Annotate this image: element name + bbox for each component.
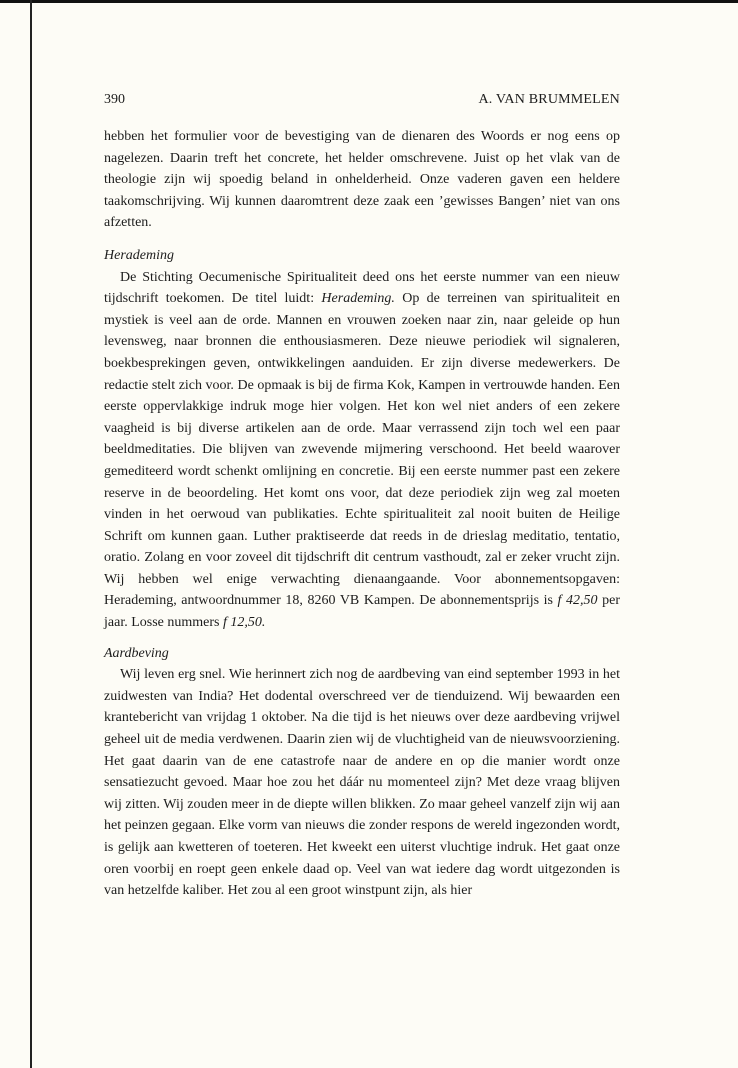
herademing-body-text: Op de terreinen van spiritualiteit en mystiek is veel aan de orde. Mannen en vrouwen zoeken naar zin, naar geleide op hun levensweg, naar bronnen die enthousiasmeren. Deze nieuwe periodiek wil signaleren, boekbesprekingen geven, ontwikkelingen aanduiden. Er zijn diverse medewerkers. De redactie stelt zich voor. De opmaak is bij de firma Kok, Kampen in vertrouwde handen. Een eerste oppervlakkige indruk moge hier volgen. Het kon wel niet anders of een zekere vaagheid is bij diverse artikelen aan de orde. Maar verrassend zijn toch wel een paar beeldmeditaties. Die blijven van zwevende mijmering verschoond. Het beeld waarover gemediteerd wordt schenkt omlijning en concretie. Bij een eerste nummer past een zekere reserve in de beoordeling. Het komt ons voor, dat deze periodiek zijn weg zal moeten vinden in het oerwoud van publikaties. Echte spiritualiteit zal nooit buiten de Heilige Schrift om kunnen gaan. Luther praktiseerde dat reeds in de drieslag meditatio, tentatio, oratio. Zolang en voor zoveel dit tijdschrift dit centrum vasthoudt, zal er zeker vrucht zijn. Wij hebben wel enige verwachting dienaangaande. Voor abonnementsopgaven: Herademing, antwoordnummer 18, 8260 VB Kampen. De abonnementsprijs is [104, 291, 621, 609]
journal-title: Herademing. [321, 291, 395, 307]
intro-paragraph: hebben het formulier voor de bevestiging van de dienaren des Woords er nog eens op nagelezen. Daarin treft het concrete, het helder omschrevene. Juist op het vlak van de theologie zijn wij spoedig beland in onhelderheid. Onze vaderen gaven een heldere taakomschrijving. Wij kunnen daaromtrent deze zaak een ’gewisses Bangen’ niet van ons afzetten. [104, 129, 620, 231]
scan-top-edge [0, 0, 738, 3]
section-heading-aardbeving: Aardbeving [104, 645, 169, 661]
section-heading-herademing: Herademing [104, 247, 174, 263]
herademing-intro-text: De Stichting Oecumenische Spiritualiteit deed ons het eerste nummer van een nieuw tijdschrift toekomen. De titel luidt: [104, 269, 620, 307]
running-header [104, 90, 620, 110]
page-number: 390 [104, 92, 125, 107]
running-author: A. VAN BRUMMELEN [478, 92, 620, 107]
scan-binding-edge [30, 0, 32, 1068]
aardbeving-paragraph: Wij leven erg snel. Wie herinnert zich nog de aardbeving van eind september 1993 in het zuidwesten van India? Het dodental overschreed ver de tienduizend. Wij bewaarden een krantebericht van vrijdag 1 oktober. Na die tijd is het nieuws over deze aardbeving vrijwel geheel uit de media verdwenen. Daarin zien wij de vluchtigheid van de nieuwsvoorziening. Het gaat daarin van de ene catastrofe naar de andere en op die manier wordt onze sensatiezucht gevoed. Maar hoe zou het dáár nu momenteel zijn? Met deze vraag blijven wij zitten. Wij zouden meer in de diepte willen blikken. Zo maar geheel vanzelf zijn wij aan het peinzen gegaan. Elke vorm van nieuws die zonder respons de wereld ingezonden wordt, is gelijk aan kwetteren of toeteren. Het kweekt een uiterst vluchtige indruk. Het gaat onze oren voorbij en roept geen enkele daad op. Veel van wat iedere dag wordt uitgezonden is van hetzelfde kaliber. Het zou al een groot winstpunt zijn, als hier [104, 667, 620, 899]
per-year-text: per jaar. Losse nummers [104, 593, 620, 631]
article-body [104, 126, 620, 902]
price-year: f 42,50 [557, 593, 598, 609]
herademing-paragraph [104, 267, 620, 634]
price-single: f 12,50. [222, 615, 266, 631]
